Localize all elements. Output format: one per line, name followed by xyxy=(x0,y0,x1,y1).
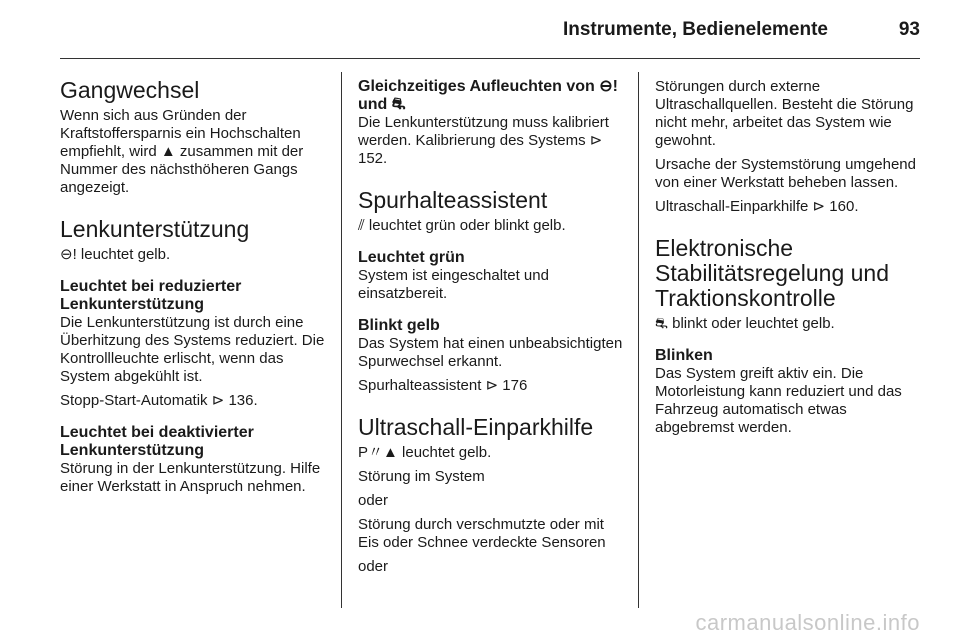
column-divider-2 xyxy=(638,72,639,608)
text-deaktiviert: Störung in der Lenkunterstützung. Hilfe einer Werkstatt in Anspruch nehmen. xyxy=(60,460,321,495)
text-gleichzeitig: Die Lenkunterstützung muss kalibriert werden. Kalibrierung des Systems ⊳ 152. xyxy=(358,114,609,167)
text-lenkunterstuetzung: ⊖! leuchtet gelb. xyxy=(60,246,171,263)
subheading-deaktiviert: Leuchtet bei deaktivierter Lenkunterstützung xyxy=(60,424,254,459)
subheading-gleichzeitig: Gleichzeitiges Aufleuchten von ⊖! und ⛐ xyxy=(358,78,618,113)
column-2 xyxy=(358,78,624,582)
heading-ultraschall: Ultraschall-Einparkhilfe xyxy=(358,414,594,440)
page-header-title: Instrumente, Bedienelemente xyxy=(562,19,828,40)
heading-stabilitaetsregelung: Elektronische Stabilitätsregelung und Traktionskontrolle xyxy=(655,235,889,311)
page-number: 93 xyxy=(898,19,920,40)
text-reduziert: Die Lenkunterstützung ist durch eine Überhitzung des Systems reduziert. Die Kontrollleuchte erlischt, wenn das System abgekühlt ist. xyxy=(60,314,325,385)
subheading-reduziert: Leuchtet bei reduzierter Lenkunterstützung xyxy=(60,278,242,313)
text-spurhalteassistent: ⫽ leuchtet grün oder blinkt gelb. xyxy=(358,217,566,234)
subheading-blinken: Blinken xyxy=(655,347,713,364)
text-blinkt-gelb: Das System hat einen unbeabsichtigten Spurwechsel erkannt. xyxy=(358,335,623,370)
page-header xyxy=(0,0,960,58)
subheading-leuchtet-gruen: Leuchtet grün xyxy=(358,249,465,266)
heading-gangwechsel: Gangwechsel xyxy=(60,77,200,103)
column-3 xyxy=(655,78,921,443)
text-oder-2: oder xyxy=(358,558,389,575)
text-ursache: Ursache der Systemstörung umgehend von einer Werkstatt beheben lassen. xyxy=(655,156,916,191)
header-rule xyxy=(60,58,920,59)
text-externe-quellen: Störungen durch externe Ultraschallquellen. Besteht die Störung nicht mehr, arbeitet das System wie gewohnt. xyxy=(655,78,914,149)
subheading-blinkt-gelb: Blinkt gelb xyxy=(358,317,440,334)
column-1 xyxy=(60,78,326,502)
column-divider-1 xyxy=(341,72,342,608)
text-leuchtet-gruen: System ist eingeschaltet und einsatzbereit. xyxy=(358,267,549,302)
heading-spurhalteassistent: Spurhalteassistent xyxy=(358,187,548,213)
heading-lenkunterstuetzung: Lenkunterstützung xyxy=(60,216,250,242)
link-spurhalteassistent[interactable]: Spurhalteassistent ⊳ 176 xyxy=(358,377,528,394)
text-ultraschall: P〃▲ leuchtet gelb. xyxy=(358,444,492,461)
link-einparkhilfe[interactable]: Ultraschall-Einparkhilfe ⊳ 160. xyxy=(655,198,859,215)
text-oder-1: oder xyxy=(358,492,389,509)
watermark: carmanualsonline.info xyxy=(695,610,920,635)
text-stoerung: Störung im System xyxy=(358,468,485,485)
text-sensoren: Störung durch verschmutzte oder mit Eis oder Schnee verdeckte Sensoren xyxy=(358,516,606,551)
text-blinken: Das System greift aktiv ein. Die Motorleistung kann reduziert und das Fahrzeug automatisch etwas abgebremst werden. xyxy=(655,365,902,436)
text-gangwechsel: Wenn sich aus Gründen der Kraftstoffersparnis ein Hochschalten empfiehlt, wird ▲ zusammen mit der Nummer des nächsthöheren Gangs angezeigt. xyxy=(60,107,304,196)
link-stopp-start[interactable]: Stopp-Start-Automatik ⊳ 136. xyxy=(60,392,258,409)
text-stabilitaetsregelung: ⛐ blinkt oder leuchtet gelb. xyxy=(655,315,835,332)
